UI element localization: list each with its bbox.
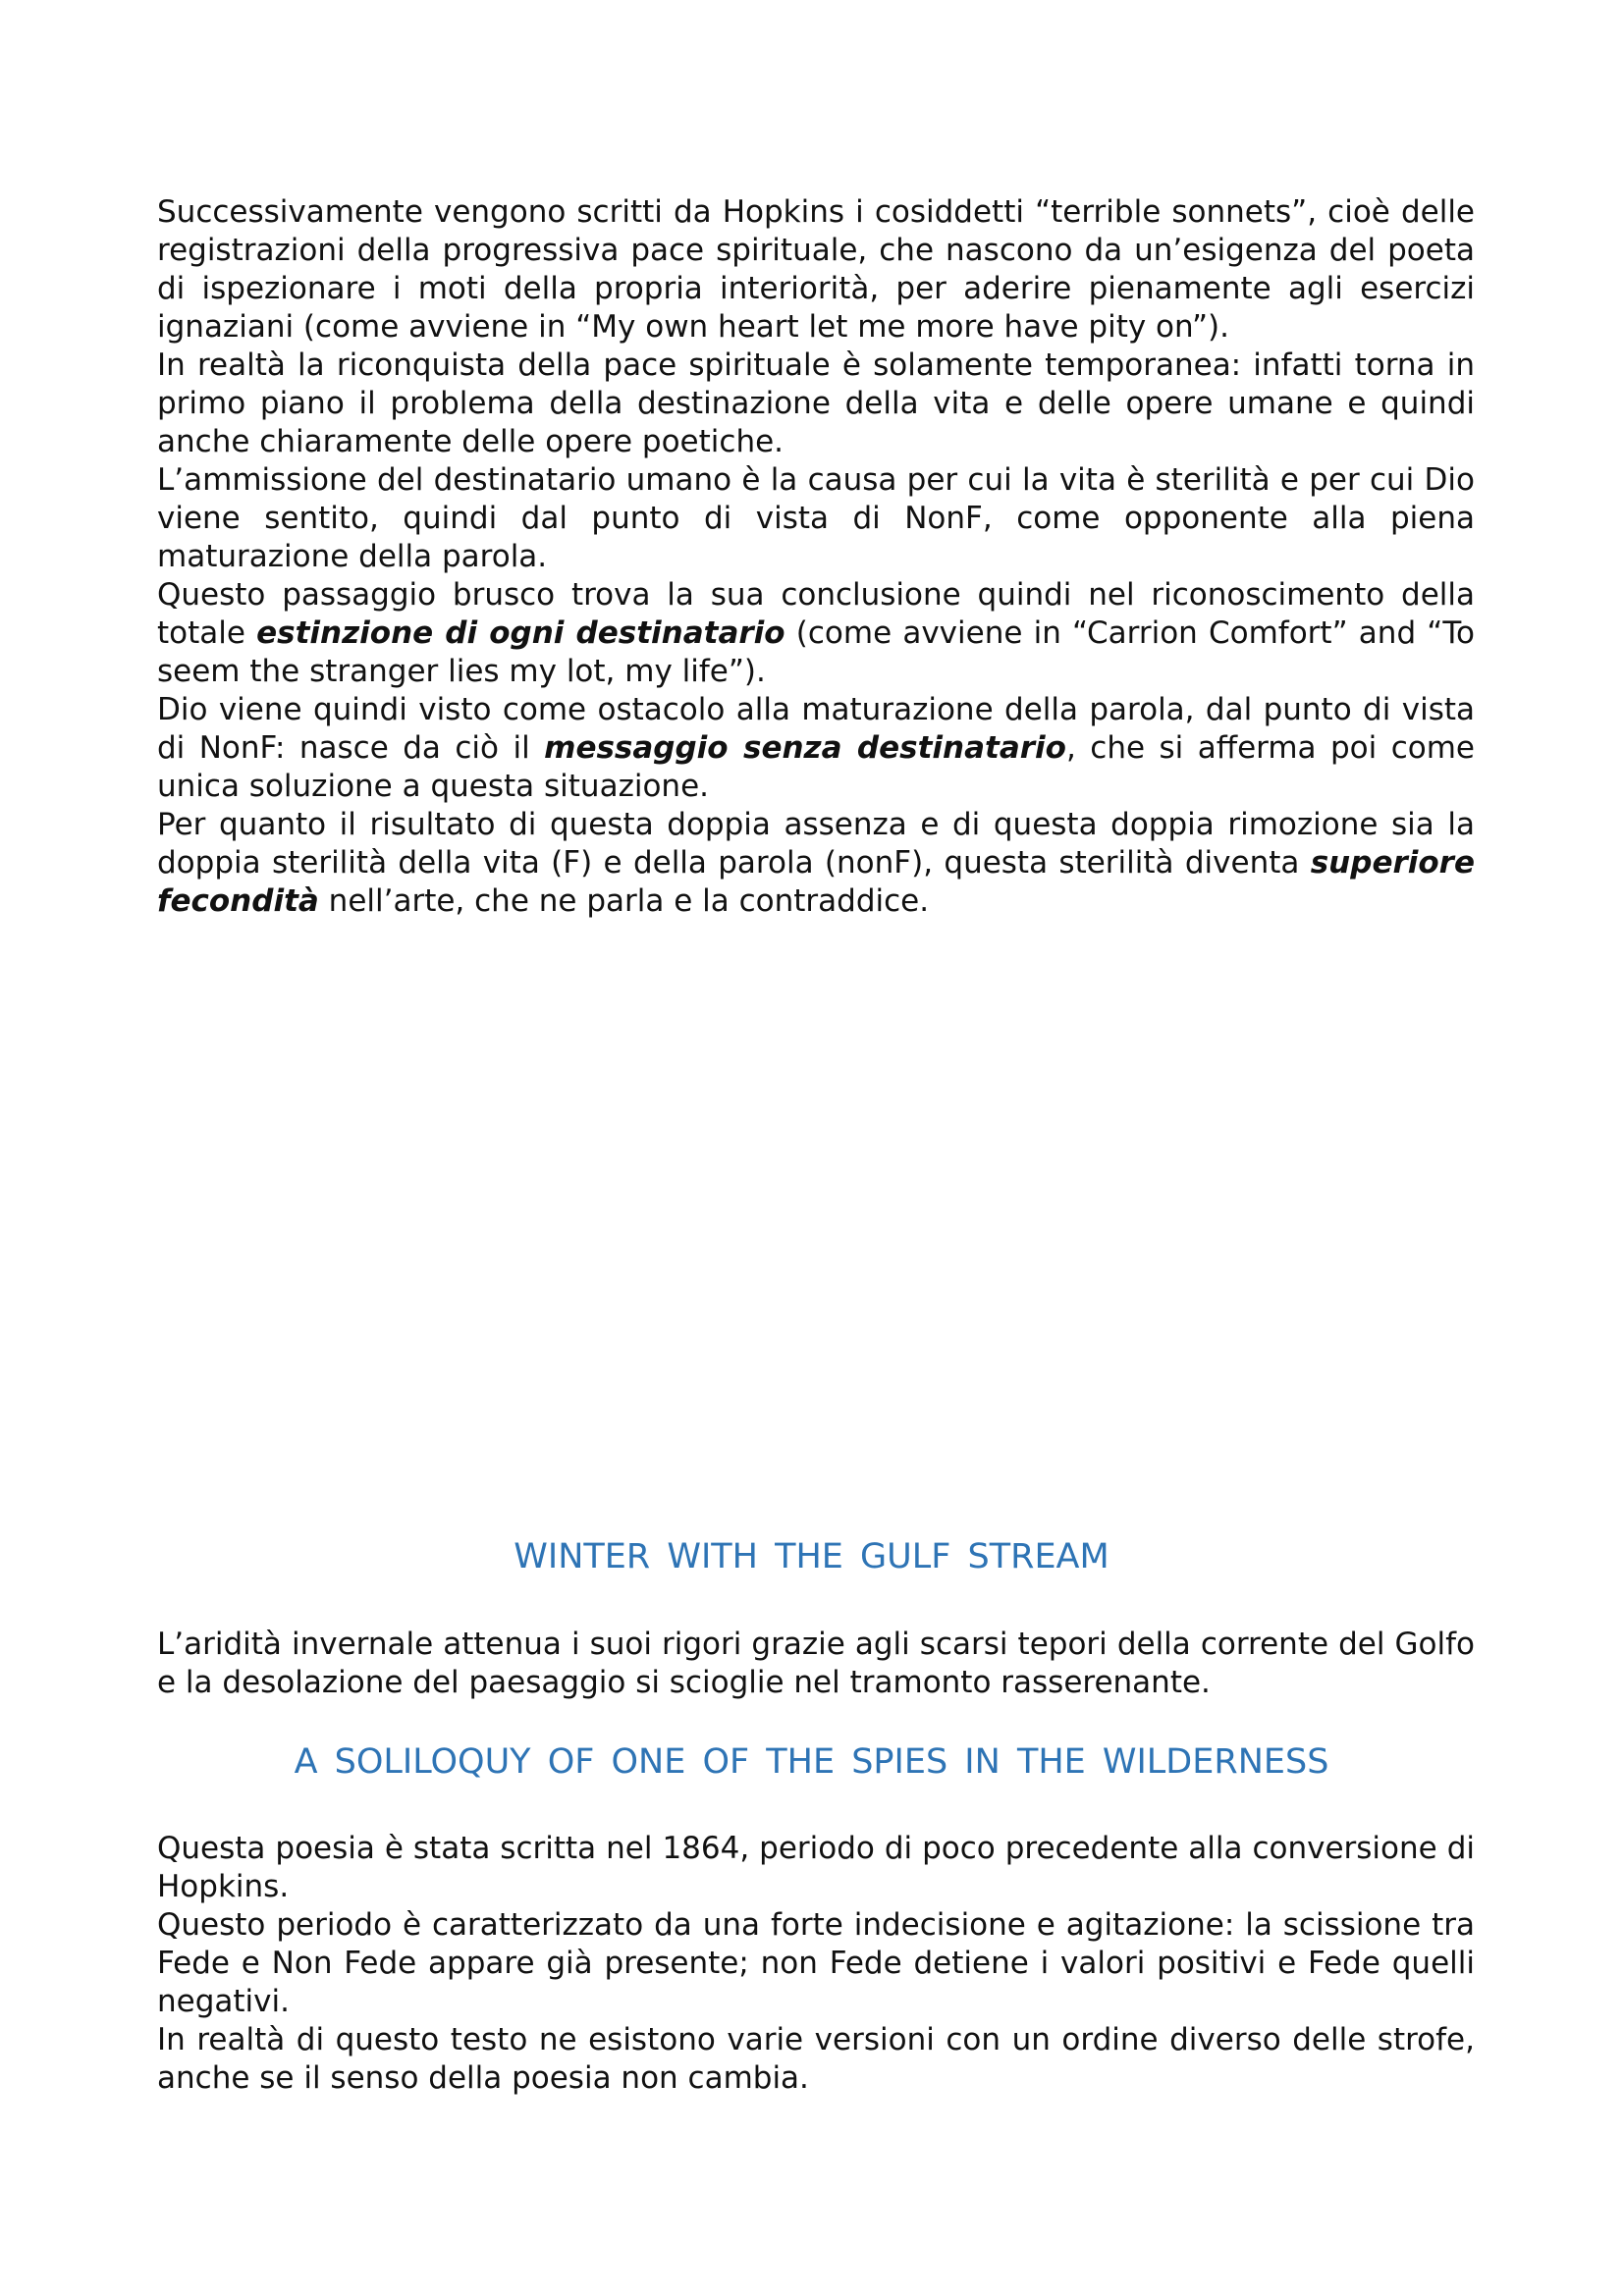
paragraph-passaggio-brusco: Questo passaggio brusco trova la sua conclusione quindi nel riconoscimento della totale estinzione di ogni destinatario (come avviene in “Carrion Comfort” and “To seem the stranger lies my lot, my life”). [157,577,1476,689]
winter-section [157,1626,1475,1702]
paragraph-versioni: In realtà di questo testo ne esistono varie versioni con un ordine diverso delle strofe, anche se il senso della poesia non cambia. [157,2022,1475,2096]
soliloquy-section [157,1830,1475,2098]
paragraph-terrible-sonnets: Successivamente vengono scritti da Hopkins i cosiddetti “terrible sonnets”, cioè delle registrazioni della progressiva pace spirituale, che nascono da un’esigenza del poeta di ispezionare i moti della propria interiorità, per aderire pienamente agli esercizi ignaziani (come avviene in “My own heart let me more have pity on”). [157,194,1475,345]
paragraph-ostacolo: Dio viene quindi visto come ostacolo alla maturazione della parola, dal punto di vista di NonF: nasce da ciò il messaggio senza destinatario, che si afferma poi come unica soluzione a questa situazione. [157,692,1475,804]
paragraph-pace-spirituale: In realtà la riconquista della pace spirituale è solamente temporanea: infatti torna in primo piano il problema della destinazione della vita e delle opere umane e quindi anche chiaramente delle opere poetiche. [157,347,1475,459]
heading-winter-gulf-stream: WINTER WITH THE GULF STREAM [514,1537,1109,1576]
emphasis-fecondita: superiore fecondità [157,845,1475,919]
paragraph-poesia-1864: Questa poesia è stata scritta nel 1864, periodo di poco precedente alla conversione di Hopkins. [157,1831,1475,1904]
paragraph-destinatario-umano: L’ammissione del destinatario umano è la causa per cui la vita è sterilità e per cui Dio viene sentito, quindi dal punto di vista di NonF, come opponente alla piena maturazione della parola. [157,462,1475,574]
emphasis-estinzione: estinzione di ogni destinatario [256,615,785,651]
hopkins-sonnets-section [157,193,1475,921]
paragraph-aridita-invernale: L’aridità invernale attenua i suoi rigori grazie agli scarsi tepori della corrente del Golfo e la desolazione del paesaggio si scioglie nel tramonto rasserenante. [157,1627,1475,1700]
paragraph-sterilita: Per quanto il risultato di questa doppia assenza e di questa doppia rimozione sia la doppia sterilità della vita (F) e della parola (nonF), questa sterilità diventa superiore fecondità nell’arte, che ne parla e la contraddice. [157,807,1475,919]
emphasis-messaggio: messaggio senza destinatario [544,730,1066,766]
paragraph-indecisione: Questo periodo è caratterizzato da una forte indecisione e agitazione: la scissione tra Fede e Non Fede appare già presente; non Fede detiene i valori positivi e Fede quelli negativi. [157,1907,1475,2019]
heading-soliloquy: A SOLILOQUY OF ONE OF THE SPIES IN THE WILDERNESS [294,1742,1329,1782]
